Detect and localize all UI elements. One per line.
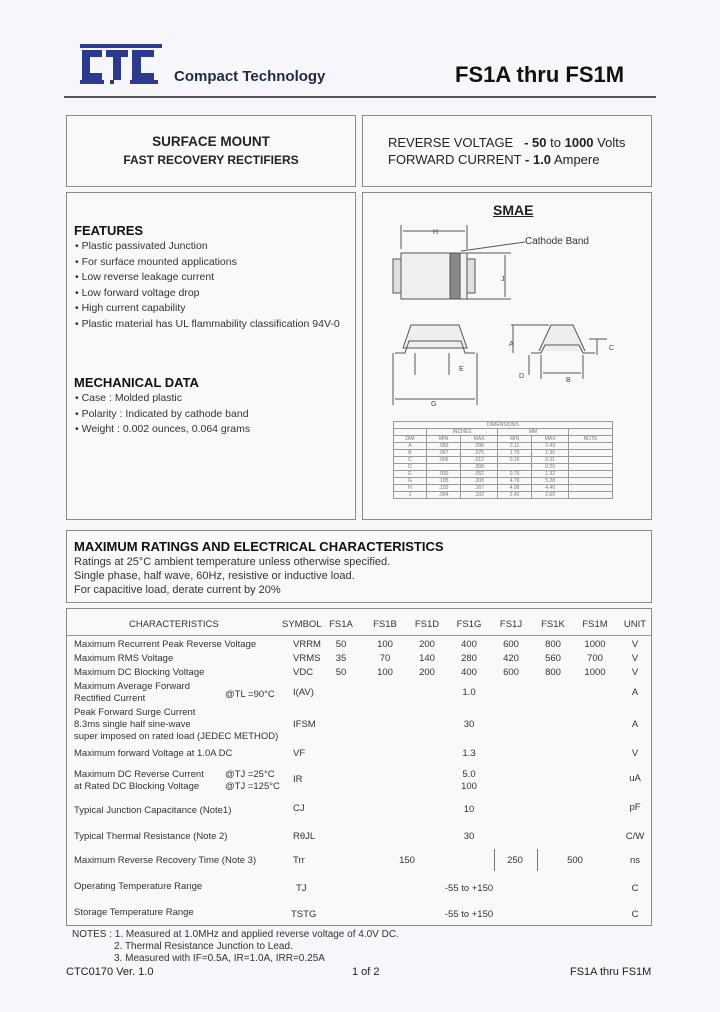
cell: 35 [335,653,347,664]
cell: 600 [503,639,519,650]
cell: 800 [545,667,561,678]
row-trr-symbol: Trr [293,855,305,866]
reverse-voltage-line [388,135,625,150]
row-ir-cond1: @TJ =25°C [225,769,275,780]
cell: 140 [419,653,435,664]
row-ir-symbol: IR [293,774,303,785]
cell: 150 [399,855,415,866]
notes-label: NOTES : [72,929,113,940]
cell: 5.0 [462,769,476,780]
cell-unit: pF [629,802,641,813]
row-rth-symbol: RθJL [293,831,316,842]
cell-unit: V [631,639,639,650]
cathode-band-label: Cathode Band [525,236,589,247]
cell: 50 [335,667,347,678]
forward-current-line [388,152,599,167]
row-ir-label2: at Rated DC Blocking Voltage [74,781,200,792]
mechanical-title: MECHANICAL DATA [74,375,199,390]
package-drawing [363,193,651,423]
row-vdc-label: Maximum DC Blocking Voltage [74,667,205,678]
ratings-notes [74,555,390,597]
cell: -55 to +150 [444,883,494,894]
cell: 200 [419,667,435,678]
doc-id: CTC0170 Ver. 1.0 [66,966,154,978]
dim-row: G .185 .208 4.70 5.28 [394,478,613,485]
note-item: 1. Measured at 1.0MHz and applied reverse voltage of 4.0V DC. [114,929,399,940]
row-tj-label: Operating Temperature Range [74,881,203,892]
cell-unit: A [631,719,639,730]
cell: 800 [545,639,561,650]
dim-mm: MM [497,429,568,436]
row-ifsm-label: Peak Forward Surge Current [74,707,196,718]
cell-unit: uA [629,773,641,784]
note-item: 2. Thermal Resistance Junction to Lead. [114,941,293,952]
dim-row: J .094 .102 2.40 2.60 [394,492,613,499]
row-vrrm-label: Maximum Recurrent Peak Reverse Voltage [74,639,257,650]
row-tj-symbol: TJ [296,883,307,894]
row-rth-label: Typical Thermal Resistance (Note 2) [74,831,228,842]
feature-item: • High current capability [75,301,340,317]
features-box [66,192,356,520]
fc-label: FORWARD CURRENT [388,152,522,167]
row-ifsm-label3: super imposed on rated load (JEDEC METHOD) [74,731,279,742]
note-item: 3. Measured with IF=0.5A, IR=1.0A, IRR=0.25A [114,953,325,964]
ratings-summary-box [362,115,652,187]
rv-to: to [550,135,561,150]
ratings-note: Single phase, half wave, 60Hz, resistive or inductive load. [74,570,355,582]
footer-part-range: FS1A thru FS1M [570,966,652,978]
ratings-note: For capacitive load, derate current by 20% [74,584,281,596]
row-ir-label: Maximum DC Reverse Current [74,769,204,780]
dim-label-h: H [433,229,439,236]
dimensions-table: DIMENSIONS INCHES MM DIM MIN MAX MIN MAX NOTE A .083 .098 2.11 2.49 B .067 .075 1.70 1.90 C .006 .012 0.15 0.31 D .008 0.20 E .030 .052 0.76 1.32 G .185 .208 4.70 5.28 H .150 .167 4.06 4.40 J .094 .102 2.40 2.60 [393,421,613,499]
row-vdc-symbol: VDC [293,667,314,678]
dim-row: C .006 .012 0.15 0.31 [394,457,613,464]
mechanical-item: • Polarity : Indicated by cathode band [75,407,250,423]
part-range-title: FS1A thru FS1M [455,62,625,87]
dim-label-e: E [459,366,464,373]
ratings-section-box [66,530,652,603]
row-vf-symbol: VF [293,748,306,759]
package-box [362,192,652,520]
row-ifsm-label2: 8.3ms single half sine-wave [74,719,191,730]
rv-max: 1000 [564,135,594,150]
row-iav-cond: @TL =90°C [225,689,275,700]
row-iav-label2: Rectified Current [74,693,146,704]
cell-unit: V [631,667,639,678]
row-vf-label: Maximum forward Voltage at 1.0A DC [74,748,233,759]
row-vrms-label: Maximum RMS Voltage [74,653,174,664]
cell: 30 [463,831,475,842]
cell: 100 [377,639,393,650]
mechanical-item: • Weight : 0.002 ounces, 0.064 grams [75,422,250,438]
th-fs1g: FS1G [456,619,482,630]
cell: 400 [461,667,477,678]
dim-label-c: C [609,345,615,352]
row-vrms-symbol: VRMS [293,653,321,664]
characteristics-table [66,608,652,926]
cell: 50 [335,639,347,650]
row-ir-cond2: @TJ =125°C [225,781,280,792]
company-name: Compact Technology [174,68,326,85]
cell-unit: C [631,883,639,894]
row-cj-symbol: CJ [293,803,305,814]
cell: 280 [461,653,477,664]
cell: 700 [587,653,603,664]
features-list [75,239,340,333]
fc-dash: - [525,152,530,167]
cell: 1.0 [462,687,476,698]
dim-inches: INCHES [426,429,497,436]
cell: 30 [463,719,475,730]
feature-item: • Low forward voltage drop [75,286,340,302]
cell-unit: V [631,653,639,664]
cell-unit: V [631,748,639,759]
package-name: SMAE [493,202,534,218]
dim-title: DIMENSIONS [394,422,613,429]
title-line1: SURFACE MOUNT [152,134,270,149]
page-number: 1 of 2 [352,966,380,978]
dim-row: D .008 0.20 [394,464,613,471]
rv-label: REVERSE VOLTAGE [388,135,514,150]
title-box [66,115,356,187]
row-iav-label: Maximum Average Forward [74,681,190,692]
dim-row: E .030 .052 0.76 1.32 [394,471,613,478]
th-fs1k: FS1K [541,619,565,630]
cell: -55 to +150 [444,909,494,920]
dim-label-j: J [501,276,505,283]
mechanical-item: • Case : Molded plastic [75,391,250,407]
cell-unit: C/W [625,831,645,842]
cell: 420 [503,653,519,664]
cell: 200 [419,639,435,650]
row-iav-symbol: I(AV) [293,687,314,698]
th-characteristics: CHARACTERISTICS [129,619,219,630]
cell: 500 [567,855,583,866]
dim-label-a: A [509,341,514,348]
dim-label-g: G [431,401,437,408]
cell: 250 [507,855,523,866]
dim-row: B .067 .075 1.70 1.90 [394,450,613,457]
th-fs1a: FS1A [329,619,353,630]
cell: 1000 [584,639,606,650]
dim-row: H .150 .167 4.06 4.40 [394,485,613,492]
cell: 400 [461,639,477,650]
notes-block [72,929,399,965]
ratings-section-title: MAXIMUM RATINGS AND ELECTRICAL CHARACTERISTICS [74,539,444,554]
cell: 10 [463,804,475,815]
header-divider [64,96,656,98]
cell-unit: C [631,909,639,920]
th-symbol: SYMBOL [282,619,322,630]
cell: 70 [379,653,391,664]
th-fs1b: FS1B [373,619,397,630]
cell: 560 [545,653,561,664]
cell: 100 [461,781,477,792]
cell: 1.3 [462,748,476,759]
row-trr-label: Maximum Reverse Recovery Time (Note 3) [74,855,257,866]
th-fs1d: FS1D [414,619,440,630]
dim-label-b: B [566,377,571,384]
dim-label-d: D [519,373,525,380]
row-cj-label: Typical Junction Capacitance (Note1) [74,805,232,816]
features-title: FEATURES [74,223,144,238]
feature-item: • Plastic material has UL flammability classification 94V-0 [75,317,340,333]
cell: 100 [377,667,393,678]
row-tstg-label: Storage Temperature Range [74,907,194,918]
row-ifsm-symbol: IFSM [293,719,316,730]
cell: 1000 [584,667,606,678]
dim-row: A .083 .098 2.11 2.49 [394,443,613,450]
mechanical-list [75,391,250,438]
ratings-note: Ratings at 25°C ambient temperature unless otherwise specified. [74,556,391,568]
th-fs1j: FS1J [499,619,523,630]
rv-unit: Volts [597,135,626,150]
fc-value: 1.0 [532,152,552,167]
rv-dash: - [524,135,529,150]
th-unit: UNIT [623,619,647,630]
feature-item: • Plastic passivated Junction [75,239,340,255]
rv-min: 50 [532,135,547,150]
row-vrrm-symbol: VRRM [293,639,321,650]
row-tstg-symbol: TSTG [291,909,317,920]
cell: 600 [503,667,519,678]
th-fs1m: FS1M [582,619,608,630]
title-line2: FAST RECOVERY RECTIFIERS [123,153,299,167]
feature-item: • Low reverse leakage current [75,270,340,286]
cell-unit: A [631,687,639,698]
ctc-logo [72,40,162,88]
feature-item: • For surface mounted applications [75,255,340,271]
cell-unit: ns [629,855,641,866]
fc-unit: Ampere [553,152,600,167]
